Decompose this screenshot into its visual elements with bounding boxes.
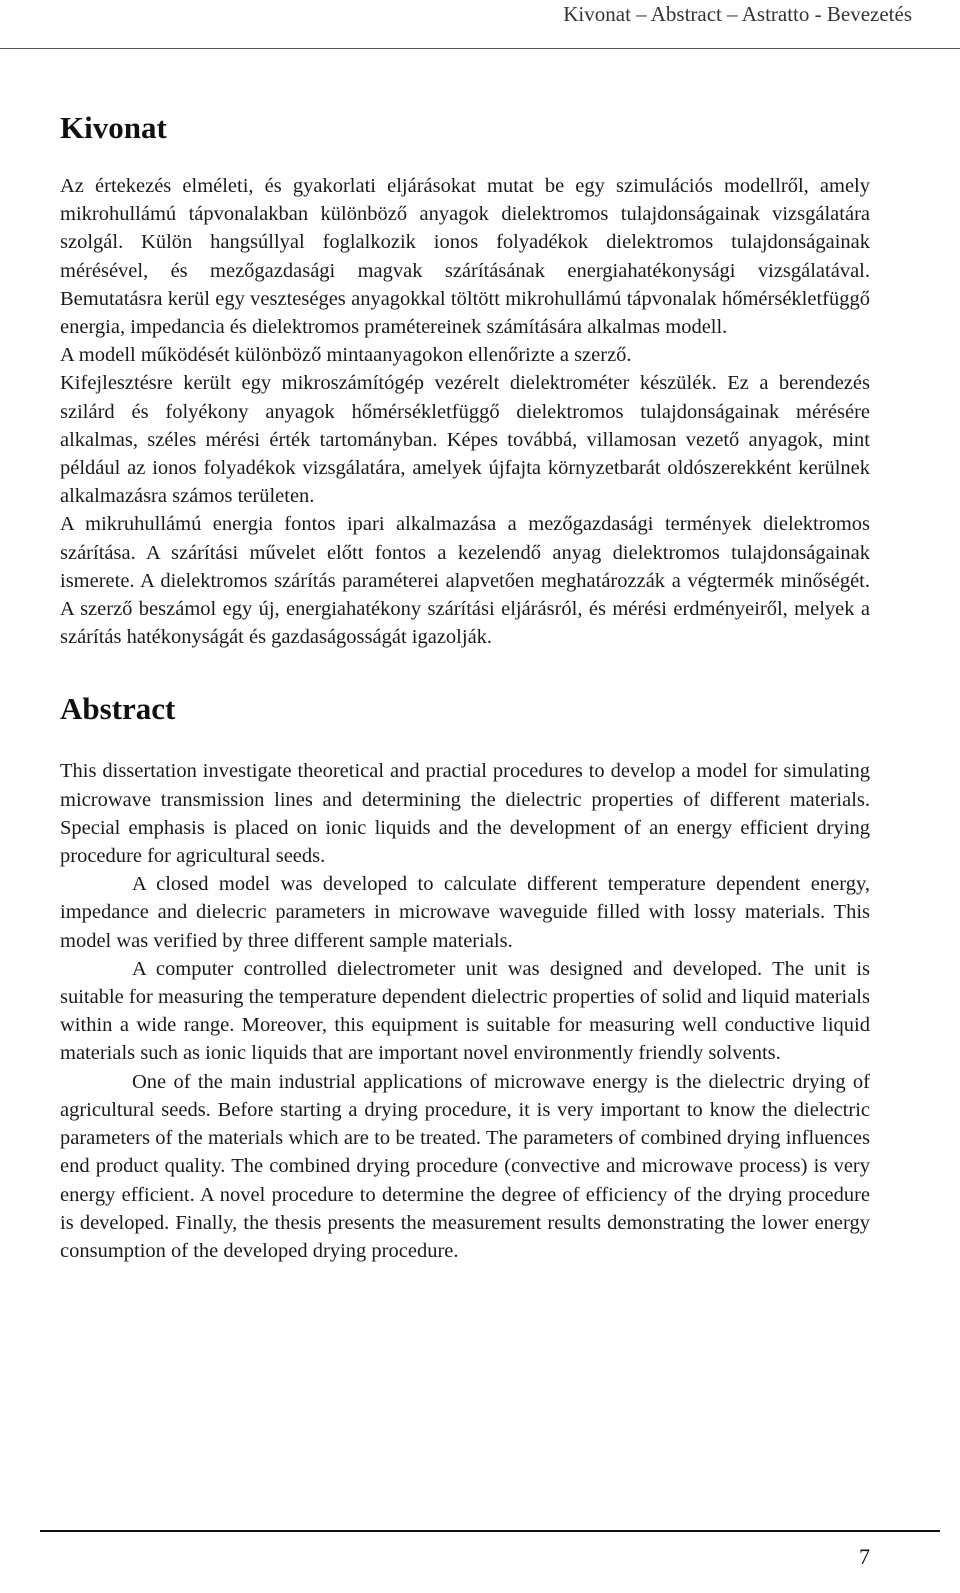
abstract-section	[60, 757, 870, 1265]
abstract-paragraph-1: This dissertation investigate theoretical and practial procedures to develop a model for simulating microwave transmission lines and determining the dielectric properties of different materials. Special emphasis is placed on ionic liquids and the development of an energy efficient drying procedure for agricultural seeds.	[60, 760, 870, 868]
kivonat-paragraph-3: Kifejlesztésre került egy mikroszámítógép vezérelt dielektrométer készülék. Ez a berendezés szilárd és folyékony anyagok hőmérsékletfüggő dielektromos tulajdonságainak mérésére alkalmas, széles mérési érték tartományban. Képes továbbá, villamosan vezető anyagok, mint például az ionos folyadékok vizsgálatára, amelyek újfajta környzetbarát oldószerekként kerülnek alkalmazásra számos területen.	[60, 372, 870, 508]
kivonat-paragraph-1: Az értekezés elméleti, és gyakorlati eljárásokat mutat be egy szimulációs modellről, amely mikrohullámú tápvonalakban különböző anyagok dielektromos tulajdonságainak vizsgálatára szolgál. Külön hangsúllyal foglalkozik ionos folyadékok dielektromos tulajdonságainak mérésével, és mezőgazdasági magvak szárításának energiahatékonysági vizsgálatával. Bemutatásra kerül egy veszteséges anyagokkal töltött mikrohullámú tápvonalak hőmérsékletfüggő energia, impedancia és dielektromos pramétereinek számítására alkalmas modell.	[60, 175, 870, 339]
abstract-paragraph-4: One of the main industrial applications of microwave energy is the dielectric drying of agricultural seeds. Before starting a drying procedure, it is very important to know the dielectric parameters of the materials which are to be treated. The parameters of combined drying influences end product quality. The combined drying procedure (convective and microwave process) is very energy efficient. A novel procedure to determine the degree of efficiency of the drying procedure is developed. Finally, the thesis presents the measurement results demonstrating the lower energy consumption of the developed drying procedure.	[60, 1070, 870, 1262]
kivonat-paragraph-2: A modell működését különböző mintaanyagokon ellenőrizte a szerző.	[60, 344, 632, 367]
running-header: Kivonat – Abstract – Astratto - Bevezetés	[563, 2, 912, 26]
footer-divider	[40, 1530, 940, 1532]
kivonat-heading: Kivonat	[60, 110, 167, 145]
kivonat-paragraph-4: A mikruhullámú energia fontos ipari alkalmazása a mezőgazdasági termények dielektromos szárítása. A szárítási művelet előtt fontos a kezelendő anyag dielektromos tulajdonságainak ismerete. A dielektromos szárítás paraméterei alapvetően meghatározzák a végtermék minőségét. A szerző beszámol egy új, energiahatékony szárítási eljárásról, és mérési erdményeiről, melyek a szárítás hatékonyságát és gazdaságosságát igazolják.	[60, 513, 870, 649]
header-divider	[0, 48, 960, 49]
kivonat-section	[60, 172, 870, 651]
abstract-heading: Abstract	[60, 691, 176, 727]
page-number: 7	[859, 1544, 870, 1569]
abstract-paragraph-2: A closed model was developed to calculate different temperature dependent energy, impedance and dielecric parameters in microwave waveguide filled with lossy materials. This model was verified by three different sample materials.	[60, 873, 870, 952]
abstract-paragraph-3: A computer controlled dielectrometer unit was designed and developed. The unit is suitable for measuring the temperature dependent dielectric properties of solid and liquid materials within a wide range. Moreover, this equipment is suitable for measuring well conductive liquid materials such as ionic liquids that are important novel environmently friendly solvents.	[60, 957, 870, 1065]
page-content	[60, 108, 870, 1265]
